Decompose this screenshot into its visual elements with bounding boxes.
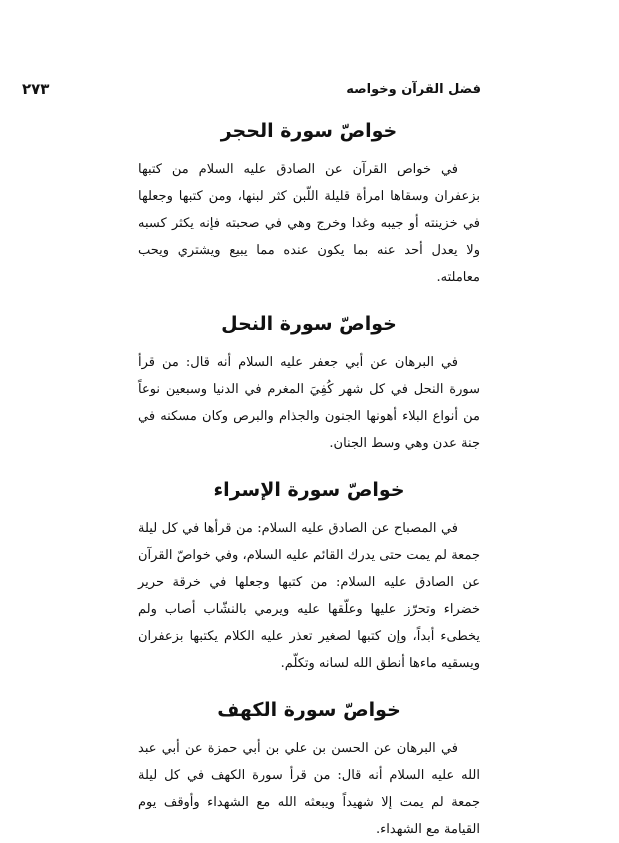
section-paragraph: في المصباح عن الصادق عليه السلام: من قرأها في كل ليلة جمعة لم يمت حتى يدرك القائم عليه السلام، وفي خواصّ القرآن عن الصادق عليه السلام: من كتبها وجعلها في خرقة حرير خضراء وتحرّز عليها وعلّقها عليه ويرمي بالنشّاب أصاب ولم يخطىء أبداً، وإن كتبها لصغير تعذر عليه الكلام يكتبها بزعفران ويسقيه ماءها أنطق الله لسانه وتكلّم. <box>138 521 480 671</box>
section-surat-an-nahl <box>138 311 480 457</box>
page-content <box>138 118 480 843</box>
running-header <box>22 78 481 100</box>
section-surat-al-isra <box>138 477 480 677</box>
section-surat-al-hijr <box>138 118 480 291</box>
section-title: خواصّ سورة الإسراء <box>213 479 405 501</box>
section-surat-al-kahf <box>138 697 480 843</box>
section-paragraph: في البرهان عن أبي جعفر عليه السلام أنه قال: من قرأ سورة النحل في كل شهر كُفِيَ المغرم في الدنيا وسبعين نوعاً من أنواع البلاء أهونها الجنون والجذام والبرص وكان مسكنه في جنة عدن وهي وسط الجنان. <box>138 355 480 451</box>
section-title: خواصّ سورة النحل <box>221 313 397 335</box>
section-title: خواصّ سورة الكهف <box>217 699 401 721</box>
running-title: فضل القرآن وخواصه <box>346 81 481 97</box>
section-paragraph: في البرهان عن الحسن بن علي بن أبي حمزة عن أبي عبد الله عليه السلام أنه قال: من قرأ سورة الكهف في كل ليلة جمعة لم يمت إلا شهيداً ويبعثه الله مع الشهداء وأوقف يوم القيامة مع الشهداء. <box>138 741 480 837</box>
section-paragraph: في خواص القرآن عن الصادق عليه السلام من كتبها بزعفران وسقاها امرأة قليلة اللّبن كثر لبنها، ومن كتبها وجعلها في خزينته أو جيبه وغدا وخرج وهي في صحبته فإنه يكثر كسبه ولا يعدل أحد عنه بما يكون عنده مما يبيع ويشتري ويحب معاملته. <box>138 162 480 285</box>
section-title: خواصّ سورة الحجر <box>220 120 398 142</box>
page-number: ٢٧٣ <box>22 80 50 98</box>
